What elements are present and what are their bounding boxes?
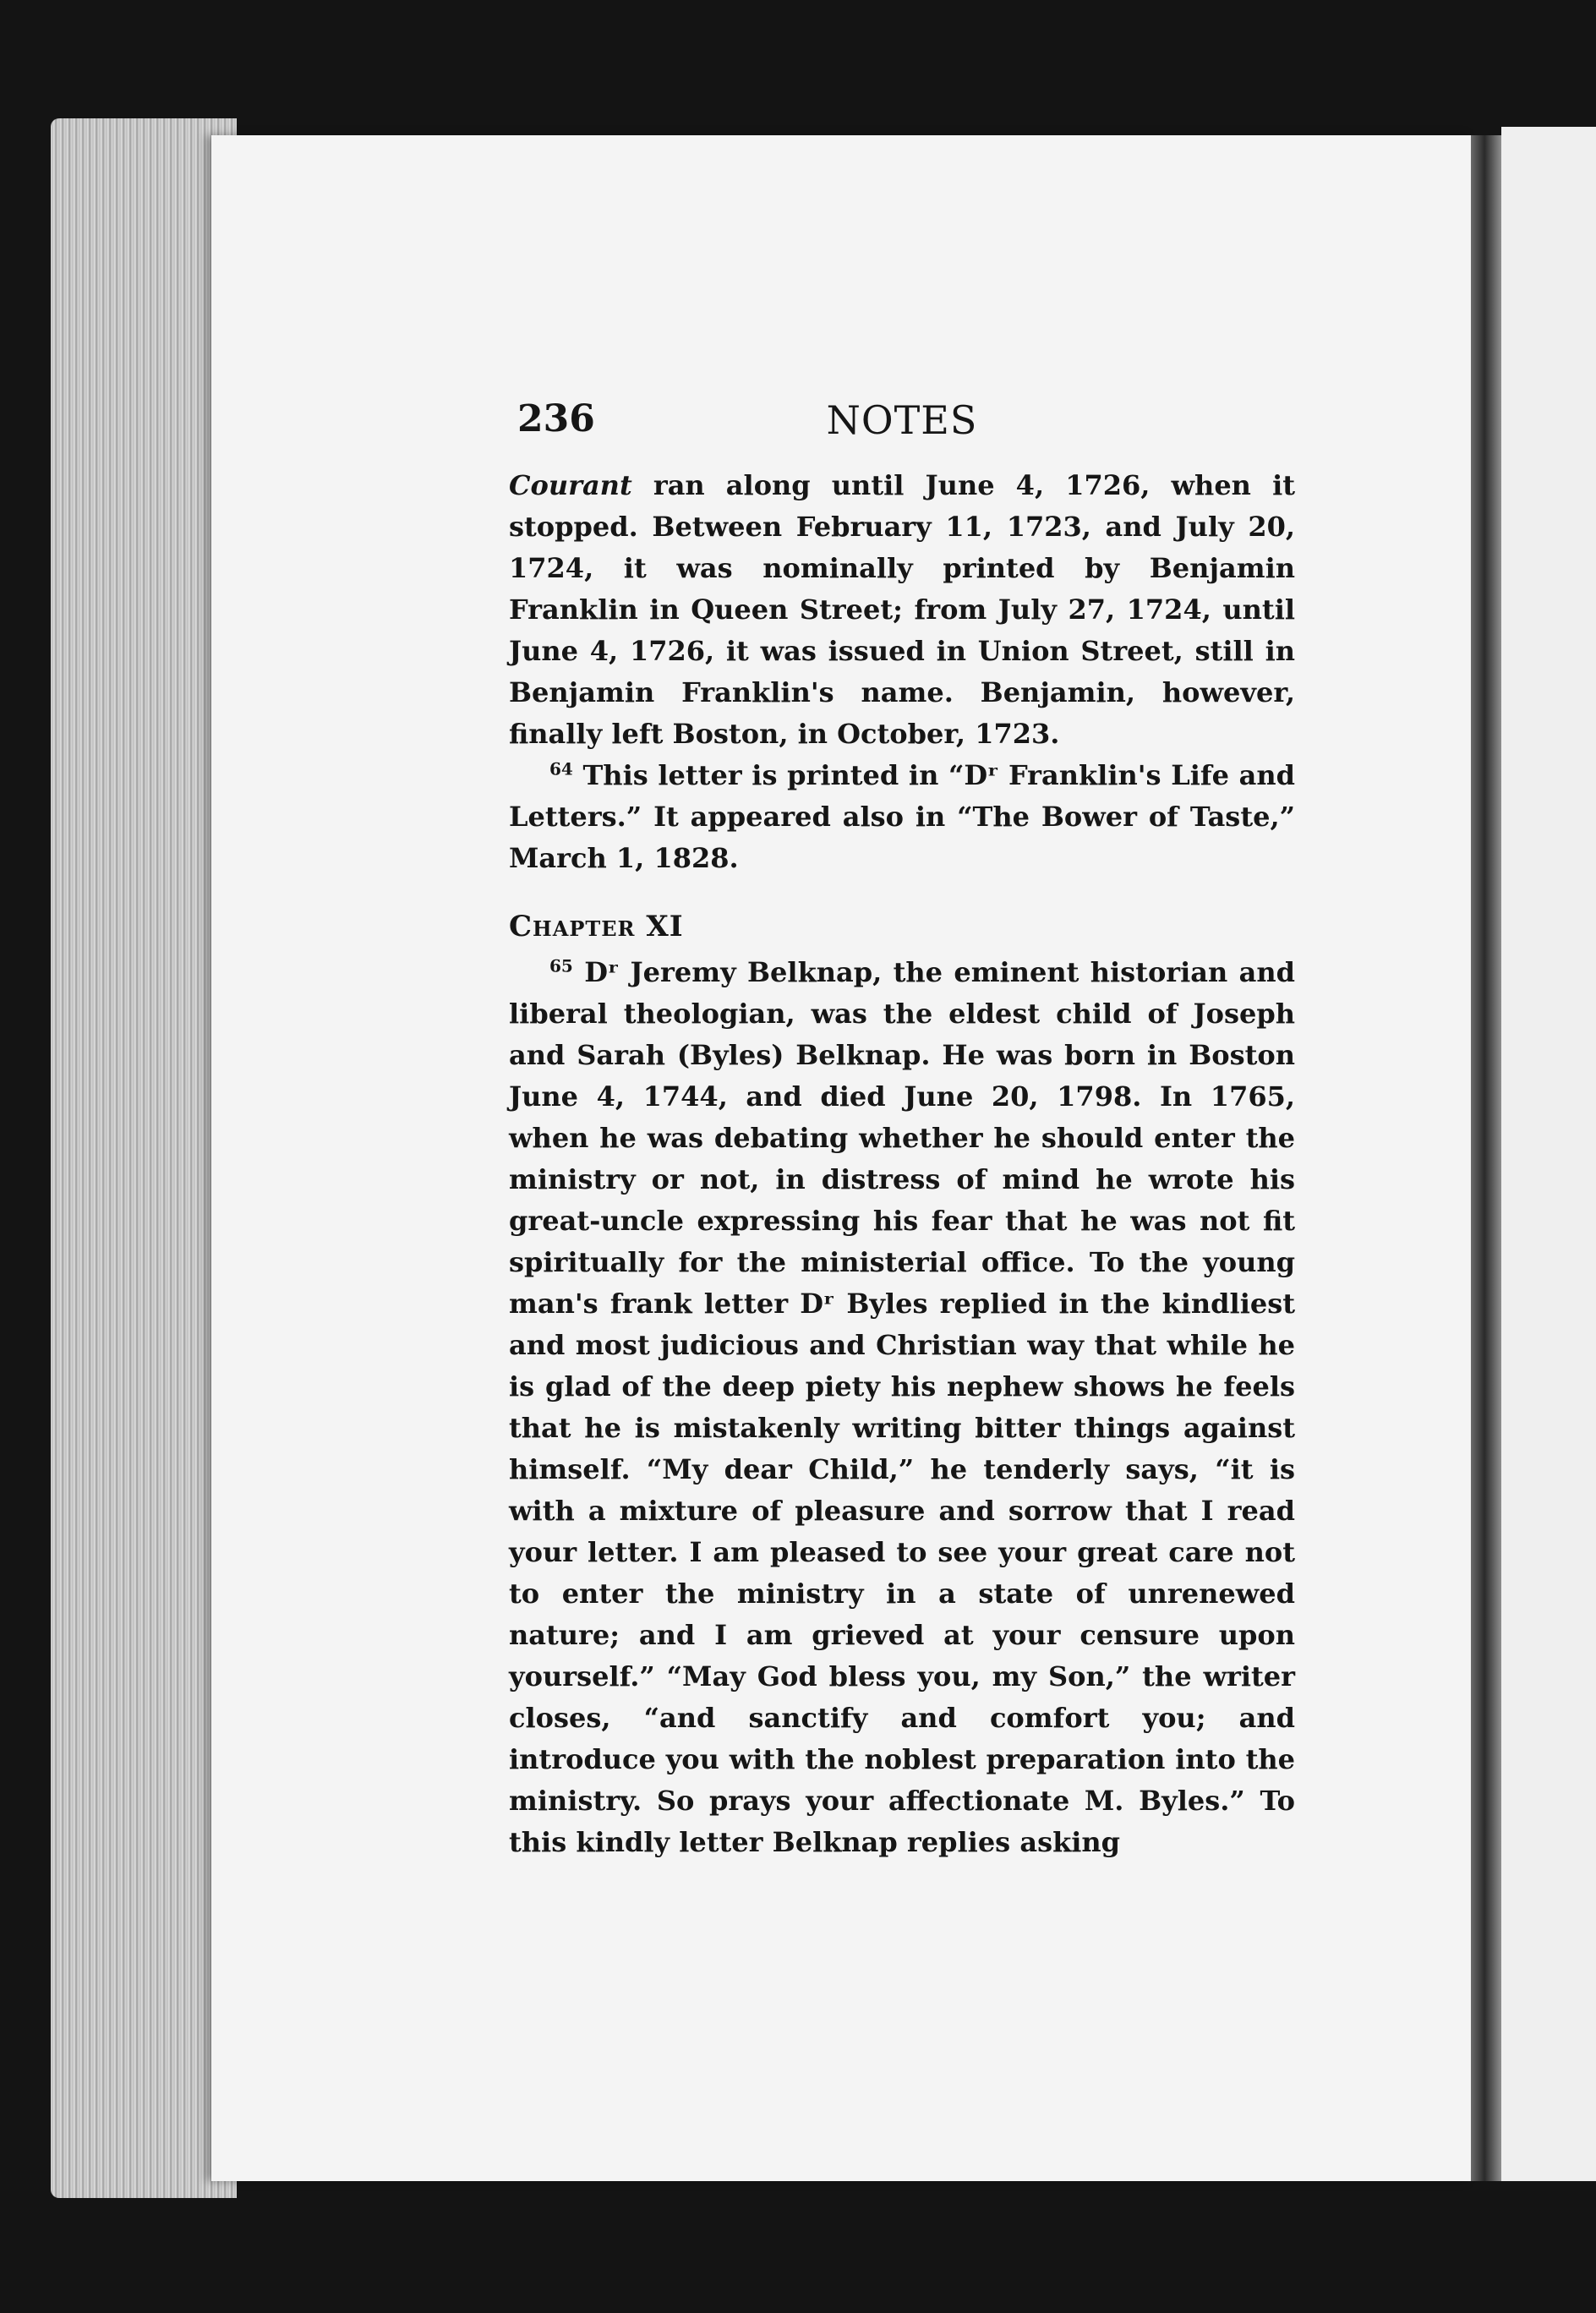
note-64-marker: 64 <box>549 758 573 779</box>
page-number: 236 <box>517 397 595 440</box>
paragraph-courant <box>509 465 1295 755</box>
note-64-text: This letter is printed in “Dʳ Franklin's Life and Letters.” It appeared also in “The Bower of Taste,” March 1, 1828. <box>509 759 1296 874</box>
chapter-heading: Chapter XI <box>509 910 684 943</box>
note-65 <box>509 952 1295 1863</box>
page-stack-edge <box>51 118 237 2198</box>
newspaper-title: Courant <box>509 469 632 501</box>
running-head <box>509 397 1295 457</box>
note-64 <box>509 755 1295 879</box>
page-content <box>509 397 1295 1863</box>
paragraph-courant-text: ran along until June 4, 1726, when it stopped. Between February 11, 1723, and July 20, 1724, it was nominally printed by Benjamin Franklin in Queen Street; from July 27, 1724, until June 4, 1726, it was issued in Union Street, still in Benjamin Franklin's name. Benjamin, however, finally left Boston, in October, 1723. <box>509 469 1295 750</box>
facing-page-edge <box>1501 127 1596 2181</box>
running-title: NOTES <box>826 397 978 443</box>
book-gutter <box>1471 135 1501 2181</box>
note-65-marker: 65 <box>549 955 573 976</box>
note-65-text: Dʳ Jeremy Belknap, the eminent historian and liberal theologian, was the eldest child of Joseph and Sarah (Byles) Belknap. He was born in Boston June 4, 1744, and died June 20, 1798. In 1765, when he was debating whether he should enter the ministry or not, in distress of mind he wrote his great-uncle expressing his fear that he was not fit spiritually for the ministerial office. To the young man's frank letter Dʳ Byles replied in the kindliest and most judicious and Christian way that while he is glad of the deep piety his nephew shows he feels that he is mistakenly writing bitter things against himself. “My dear Child,” he tenderly says, “it is with a mixture of pleasure and sorrow that I read your letter. I am pleased to see your great care not to enter the ministry in a state of unrenewed nature; and I am grieved at your censure upon yourself.” “May God bless you, my Son,” the writer closes, “and sanctify and comfort you; and introduce you with the noblest preparation into the ministry. So prays your affectionate M. Byles.” To this kindly letter Belknap replies asking <box>509 956 1296 1858</box>
